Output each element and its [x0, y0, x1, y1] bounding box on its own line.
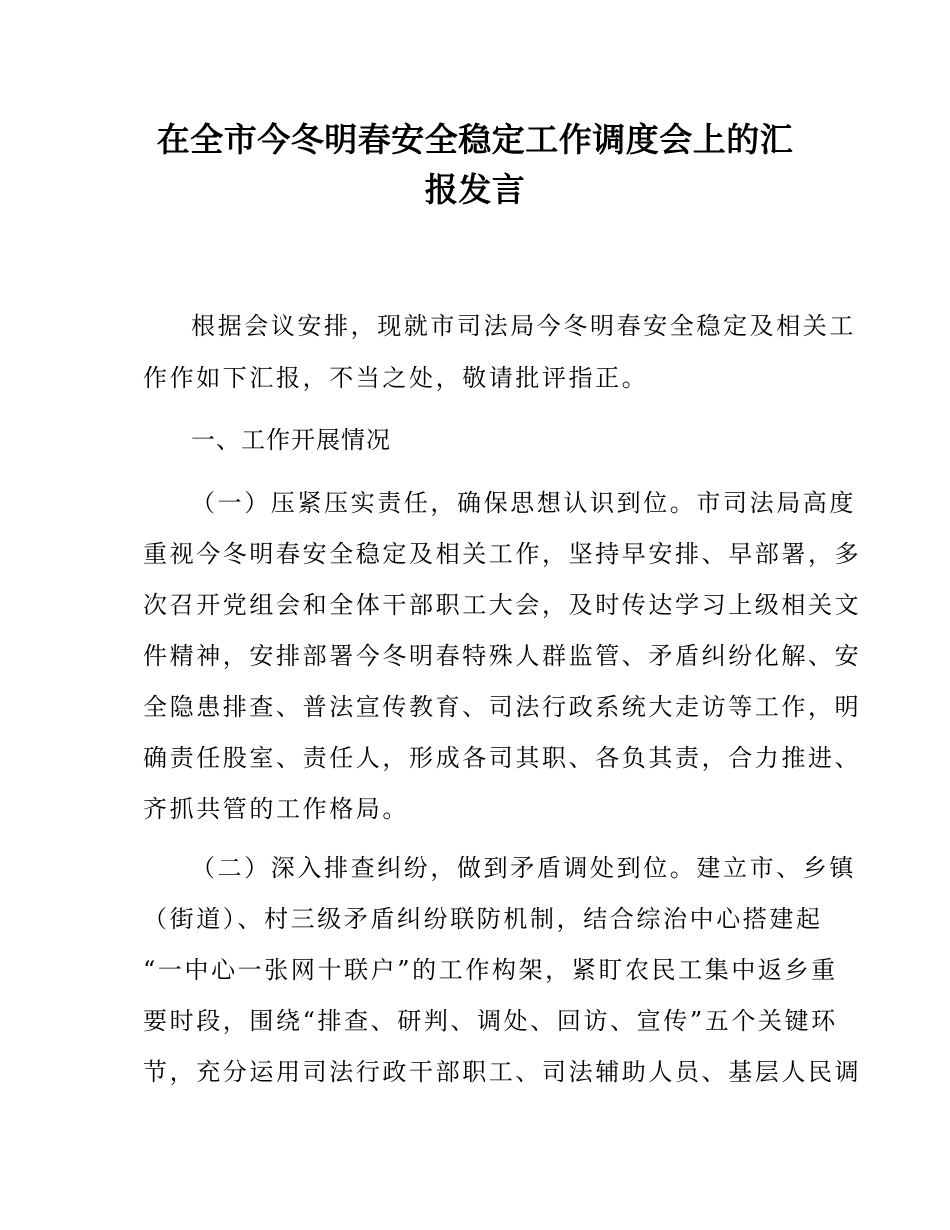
section-heading: 一、工作开展情况	[191, 426, 391, 454]
intro-line-2: 作作如下汇报，不当之处，敬请批评指正。	[143, 364, 649, 392]
para2-line-3: “一中心一张网十联户”的工作构架，紧盯农民工集中返乡重	[143, 956, 838, 984]
para1-line-1: （一）压紧压实责任，确保思想认识到位。市司法局高度	[191, 489, 856, 517]
intro-line-1: 根据会议安排，现就市司法局今冬明春安全稳定及相关工	[191, 312, 856, 340]
para2-line-1: （二）深入排查纠纷，做到矛盾调处到位。建立市、乡镇	[191, 854, 856, 882]
document-title-line-1: 在全市今冬明春安全稳定工作调度会上的汇	[156, 120, 794, 159]
para2-line-5: 节，充分运用司法行政干部职工、司法辅助人员、基层人民调	[143, 1058, 862, 1086]
para1-line-5: 全隐患排查、普法宣传教育、司法行政系统大走访等工作，明	[143, 693, 862, 721]
para1-line-2: 重视今冬明春安全稳定及相关工作，坚持早安排、早部署，多	[143, 540, 862, 568]
para2-line-2: （街道）、村三级矛盾纠纷联防机制，结合综治中心搭建起	[143, 905, 823, 933]
para1-line-4: 件精神，安排部署今冬明春特殊人群监管、矛盾纠纷化解、安	[143, 642, 862, 670]
para1-line-3: 次召开党组会和全体干部职工大会，及时传达学习上级相关文	[143, 591, 862, 619]
para1-line-7: 齐抓共管的工作格局。	[143, 795, 409, 823]
document-title-line-2: 报发言	[424, 170, 526, 209]
para2-line-4: 要时段，围绕“排查、研判、调处、回访、宣传”五个关键环	[143, 1007, 838, 1035]
para1-line-6: 确责任股室、责任人，形成各司其职、各负其责，合力推进、	[143, 744, 862, 772]
